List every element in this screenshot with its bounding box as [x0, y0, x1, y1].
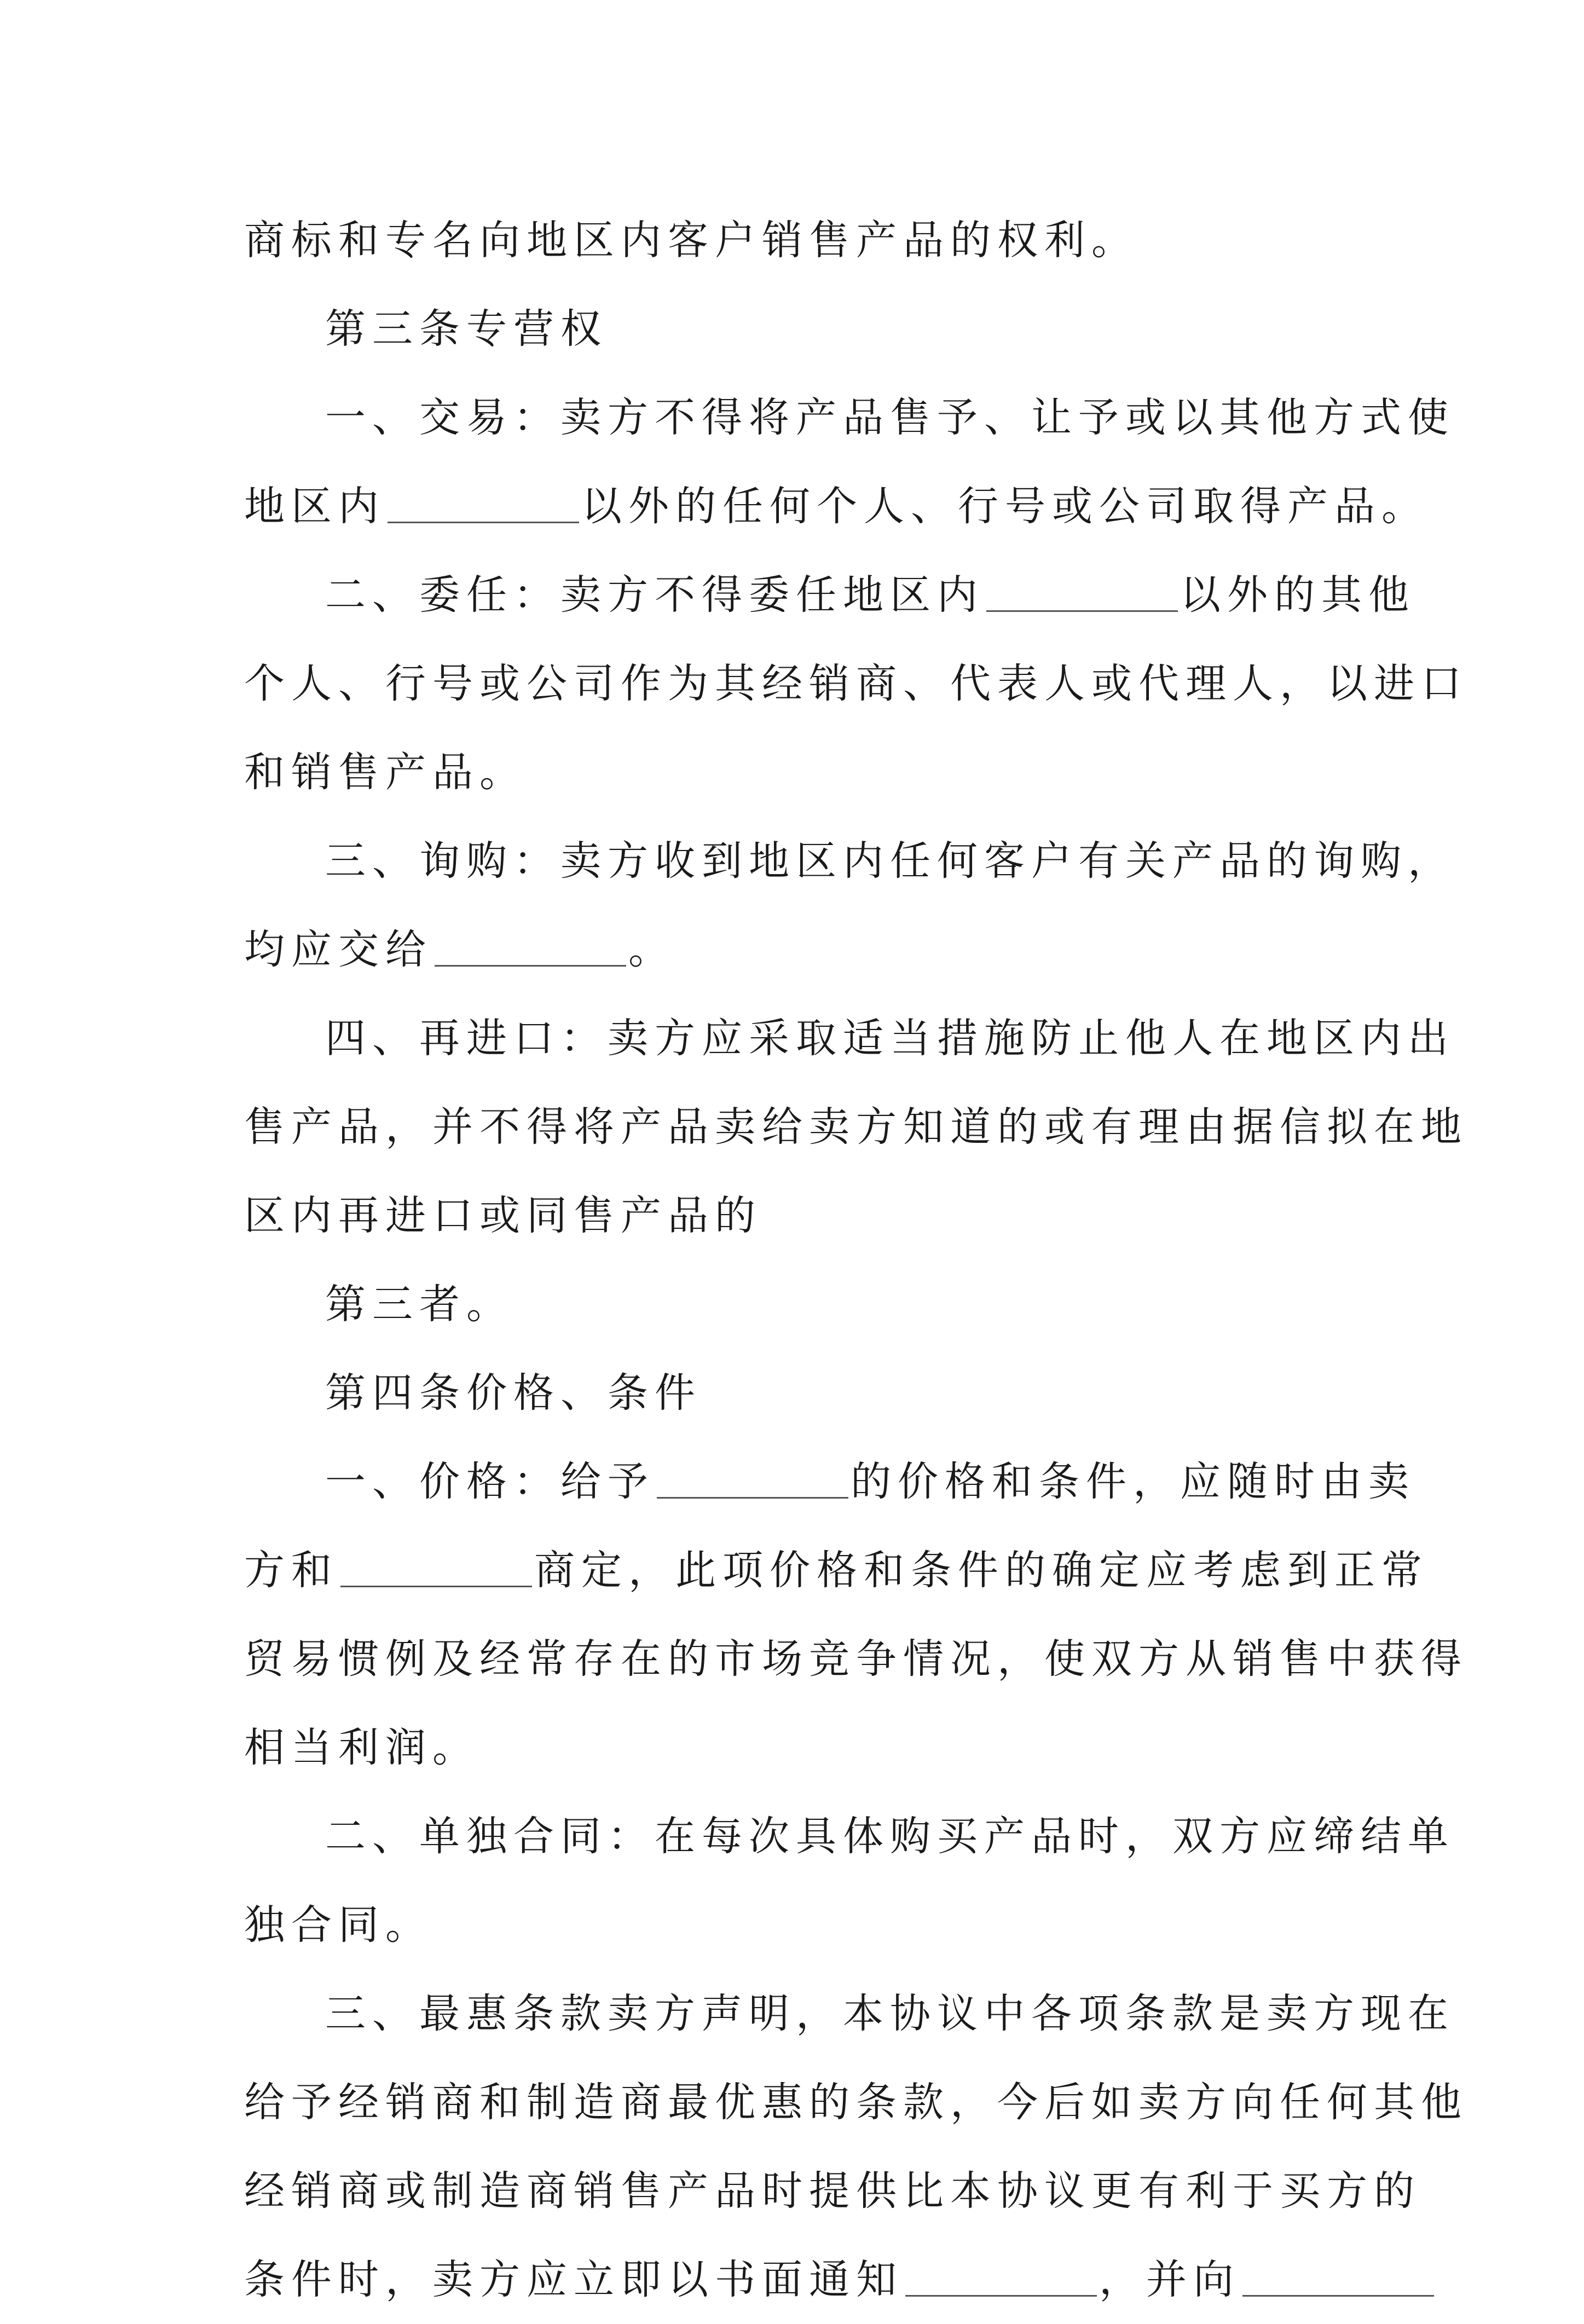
text-segment: 商标和专名向地区内客户销售产品的权利。 — [244, 217, 1138, 264]
text-segment: 相当利润。 — [244, 1724, 479, 1771]
fill-in-blank[interactable] — [657, 1459, 848, 1499]
text-segment: 一、价格：给予 — [325, 1458, 655, 1505]
text-segment: 第四条价格、条件 — [325, 1369, 702, 1417]
text-line — [244, 2235, 1350, 2324]
text-line — [244, 817, 1455, 905]
text-line — [244, 2147, 1421, 2235]
text-line — [244, 994, 1455, 1083]
text-line — [244, 462, 1429, 551]
text-segment: 三、询购：卖方收到地区内任何客户有关产品的询购， — [325, 837, 1455, 884]
text-line — [244, 551, 1415, 639]
text-segment: 第三条专营权 — [325, 305, 608, 352]
text-line — [244, 285, 1350, 373]
text-line — [244, 728, 1350, 817]
text-segment: 四、再进口：卖方应采取适当措施防止他人在地区内出 — [325, 1015, 1455, 1062]
fill-in-blank[interactable] — [986, 572, 1178, 612]
text-segment: 以外的任何个人、行号或公司取得产品。 — [581, 483, 1429, 530]
text-line — [244, 1703, 1350, 1792]
text-line — [244, 2058, 1468, 2147]
text-segment: 方和 — [244, 1547, 338, 1594]
fill-in-blank[interactable] — [388, 483, 579, 523]
text-segment: 一、交易：卖方不得将产品售予、让予或以其他方式使 — [325, 394, 1455, 441]
text-line — [244, 1171, 1350, 1260]
text-segment: 地区内 — [244, 483, 385, 530]
text-line — [244, 1083, 1468, 1171]
text-line — [244, 1792, 1455, 1881]
text-line — [244, 1349, 1350, 1437]
text-segment: 个人、行号或公司作为其经销商、代表人或代理人，以进口 — [244, 660, 1468, 707]
text-segment: 给予经销商和制造商最优惠的条款，今后如卖方向任何其他 — [244, 2079, 1468, 2126]
text-segment: 区内再进口或同售产品的 — [244, 1192, 762, 1239]
text-segment: 和销售产品。 — [244, 749, 527, 796]
text-line — [244, 1260, 1350, 1349]
text-segment: 售产品，并不得将产品卖给卖方知道的或有理由据信拟在地 — [244, 1103, 1468, 1151]
text-segment: 。 — [628, 926, 675, 973]
text-line — [244, 1615, 1468, 1703]
text-segment: 二、委任：卖方不得委任地区内 — [325, 571, 984, 618]
text-line — [244, 639, 1468, 728]
fill-in-blank[interactable] — [905, 2257, 1097, 2297]
text-line — [244, 196, 1350, 285]
text-segment: ，并向 — [1099, 2256, 1240, 2303]
text-line — [244, 1437, 1415, 1526]
text-segment: 均应交给 — [244, 926, 432, 973]
fill-in-blank[interactable] — [340, 1547, 532, 1587]
fill-in-blank[interactable] — [1242, 2257, 1434, 2297]
fill-in-blank[interactable] — [435, 927, 626, 967]
text-segment: 条件时，卖方应立即以书面通知 — [244, 2256, 903, 2303]
text-segment: 三、最惠条款卖方声明，本协议中各项条款是卖方现在 — [325, 1990, 1455, 2037]
text-segment: 第三者。 — [325, 1281, 513, 1328]
text-segment: 的价格和条件，应随时由卖 — [851, 1458, 1415, 1505]
text-segment: 经销商或制造商销售产品时提供比本协议更有利于买方的 — [244, 2167, 1421, 2215]
text-line — [244, 373, 1455, 462]
text-segment: 二、单独合同：在每次具体购买产品时，双方应缔结单 — [325, 1813, 1455, 1860]
text-line — [244, 1526, 1429, 1615]
text-segment: 以外的其他 — [1180, 571, 1415, 618]
text-line — [244, 905, 1350, 994]
text-segment: 贸易惯例及经常存在的市场竞争情况，使双方从销售中获得 — [244, 1635, 1468, 1683]
text-line — [244, 1969, 1455, 2058]
text-segment: 独合同。 — [244, 1901, 432, 1949]
contract-body — [244, 196, 1468, 2324]
text-line — [244, 1881, 1350, 1969]
text-segment: 商定，此项价格和条件的确定应考虑到正常 — [534, 1547, 1429, 1594]
